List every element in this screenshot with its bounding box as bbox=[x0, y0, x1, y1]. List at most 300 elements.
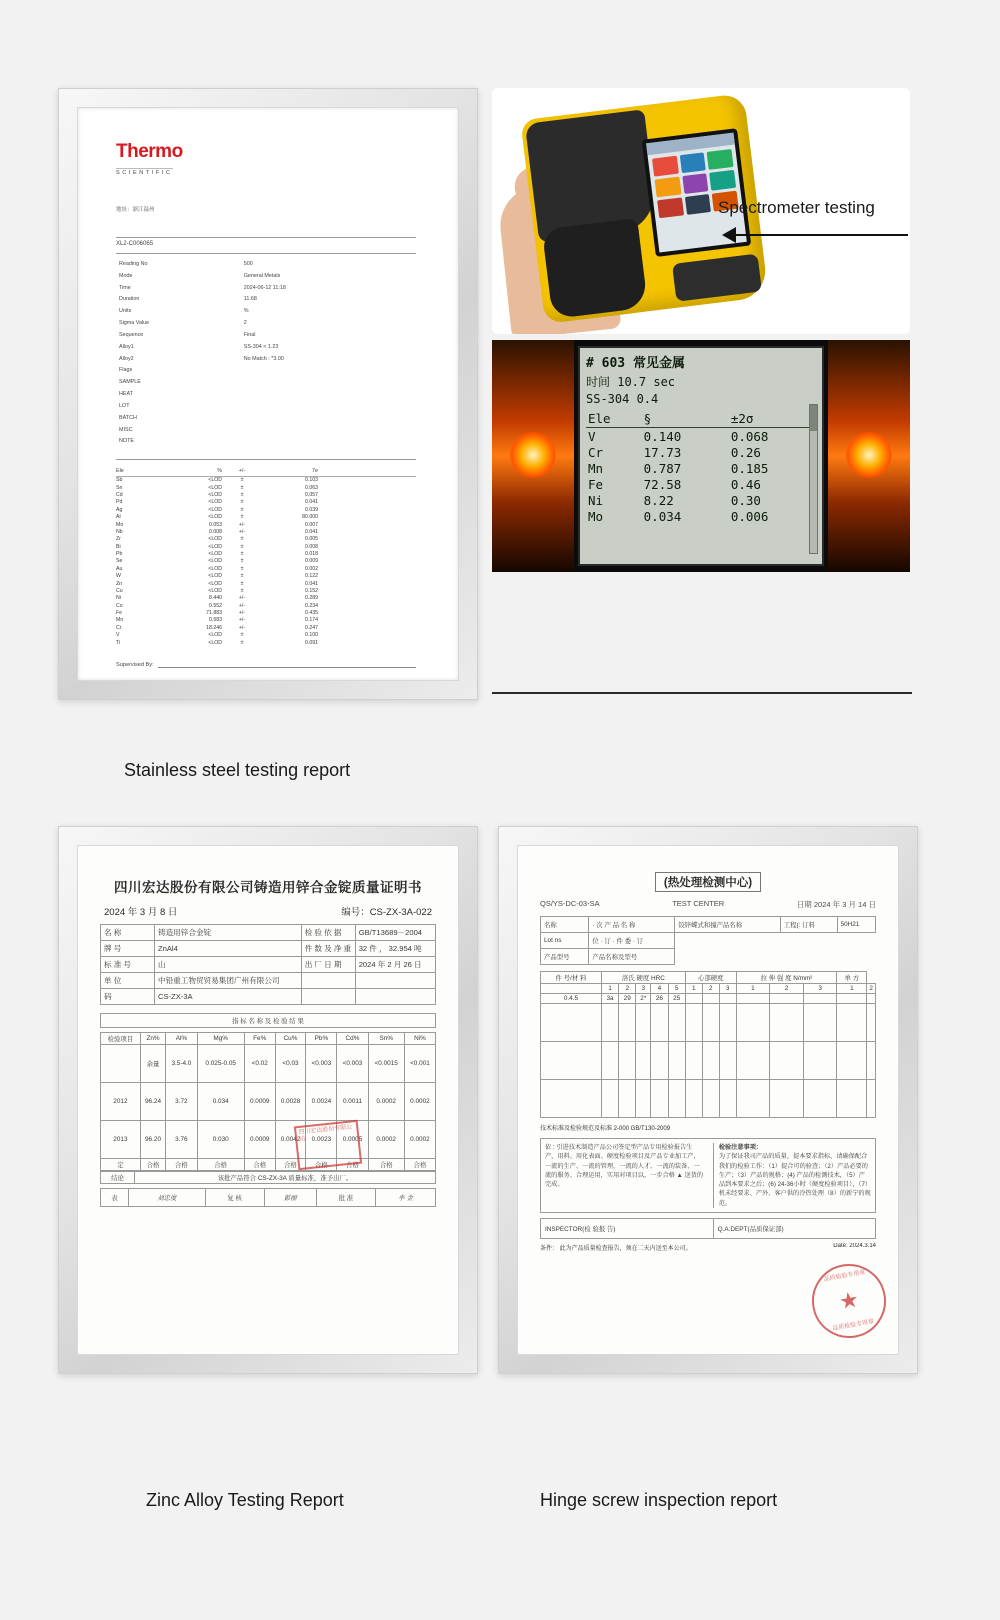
lcd-cell: Mn bbox=[588, 460, 604, 476]
heat-empty-cell bbox=[837, 1080, 867, 1118]
zinc-field-row bbox=[101, 925, 436, 941]
stainless-report-frame bbox=[58, 88, 478, 700]
heat-empty-cell bbox=[702, 1042, 719, 1080]
zinc-square-stamp bbox=[294, 1120, 362, 1170]
zinc-sign-label: 表 bbox=[101, 1189, 129, 1207]
element-row bbox=[116, 566, 416, 573]
heat-sub-header: 3 bbox=[719, 984, 736, 994]
heat-left-note: 依 : 引进技术制造产品公司签定型产品专用检验报告生产，用料、用化表面、硬度检验项目及产品专业加工产，一流的生产、一流的管理，一流的人才、一流的装备、一流的服务、合理运用，实用对项目以，一步合格 ▲ 送货的完成。 bbox=[545, 1144, 704, 1189]
zinc-field-label: 码 bbox=[101, 989, 155, 1005]
element-cell: <LOD bbox=[208, 565, 222, 572]
element-cell: +/- bbox=[238, 610, 246, 616]
zinc-conclusion-label: 结论 bbox=[101, 1172, 135, 1184]
element-row bbox=[116, 573, 416, 580]
element-cell: 0.552 bbox=[209, 602, 222, 609]
meta-row bbox=[118, 378, 414, 388]
meta-value bbox=[243, 390, 414, 400]
heat-sample-cell bbox=[803, 994, 837, 1004]
heat-sample-cell: 0.4.5 bbox=[541, 994, 602, 1004]
heat-sample-cell: 2* bbox=[636, 994, 651, 1004]
element-cell: Cd bbox=[116, 492, 123, 498]
meta-key: Time bbox=[119, 284, 131, 291]
lcd-scrollbar-thumb[interactable] bbox=[810, 405, 817, 431]
element-cell: +/- bbox=[238, 528, 246, 535]
zinc-column-header: Al% bbox=[166, 1033, 197, 1045]
element-cell: <LOD bbox=[208, 536, 222, 543]
meta-row bbox=[118, 426, 414, 436]
element-cell: 18.246 bbox=[206, 624, 222, 631]
meta-value bbox=[243, 378, 414, 388]
element-row bbox=[116, 632, 416, 639]
lcd-element-table bbox=[586, 411, 816, 524]
element-cell: ± bbox=[240, 492, 244, 498]
heat-right-note-block bbox=[713, 1143, 871, 1208]
heat-field-cell: 产品名称及型号 bbox=[589, 949, 675, 965]
heat-empty-cell bbox=[719, 1004, 736, 1042]
meta-key: Alloy2 bbox=[119, 355, 134, 362]
element-cell: Zn bbox=[116, 580, 123, 587]
element-cell: 0.583 bbox=[209, 617, 222, 624]
meta-key: Alloy1 bbox=[119, 343, 134, 350]
element-row bbox=[116, 588, 416, 595]
heat-empty-cell bbox=[867, 1042, 876, 1080]
heat-sub-header: 2 bbox=[770, 984, 804, 994]
zinc-conclusion-table bbox=[100, 1171, 436, 1184]
app-icon-2 bbox=[679, 152, 706, 173]
zinc-column-header: Pb% bbox=[306, 1033, 337, 1045]
lcd-cell: 0.185 bbox=[730, 460, 769, 476]
zinc-cell: 0.0028 bbox=[275, 1083, 306, 1121]
heat-standard-note: 技术标准及检验规范及标准 2-000 GB/T130-2009 bbox=[540, 1126, 671, 1132]
heat-empty-cell bbox=[651, 1080, 668, 1118]
heat-sample-cell bbox=[702, 994, 719, 1004]
element-cell: 0.247 bbox=[305, 624, 318, 631]
heat-field-cell: 产品型号 bbox=[541, 949, 589, 965]
app-icon-5 bbox=[682, 173, 709, 194]
meta-key: Mode bbox=[119, 272, 133, 279]
zinc-cell: 合格 bbox=[337, 1159, 368, 1171]
heat-empty-cell bbox=[719, 1042, 736, 1080]
heat-sub-header: 3 bbox=[803, 984, 837, 994]
element-cell: 0.057 bbox=[305, 492, 318, 498]
meta-value bbox=[243, 366, 414, 376]
element-cell: Co bbox=[116, 602, 123, 609]
thermo-logo: Thermo bbox=[116, 141, 183, 162]
meta-key: MISC bbox=[119, 426, 133, 433]
heat-sample-cell bbox=[736, 994, 770, 1004]
meta-value: 2024-06-12 11:18 bbox=[243, 284, 286, 291]
zinc-cell: 3.76 bbox=[166, 1121, 197, 1159]
element-cell: 0.063 bbox=[305, 484, 318, 491]
zinc-field-value: 32 件 ， 32.954 吨 bbox=[355, 941, 435, 957]
heat-qa-label: Q.A.DEPT(品质保证部) bbox=[713, 1219, 875, 1239]
element-cell: <LOD bbox=[208, 506, 222, 513]
heat-cert-date: 日期 2024 年 3 月 14 日 bbox=[796, 900, 876, 909]
zinc-cert-date: 2024 年 3 月 8 日 bbox=[104, 907, 178, 918]
zinc-column-header: 检验项目 bbox=[101, 1033, 141, 1045]
heat-empty-cell bbox=[770, 1080, 804, 1118]
meta-key: Sigma Value bbox=[119, 320, 150, 327]
element-rows bbox=[116, 477, 416, 647]
meta-value: General Metals bbox=[243, 272, 281, 279]
element-cell: 8.440 bbox=[209, 595, 222, 602]
heat-empty-cell bbox=[867, 1080, 876, 1118]
element-cell: ± bbox=[240, 587, 244, 594]
zinc-sign-label: 批 准 bbox=[316, 1189, 375, 1207]
zinc-cell: 0.030 bbox=[197, 1121, 244, 1159]
heat-empty-cell bbox=[803, 1042, 837, 1080]
heat-empty-cell bbox=[685, 1080, 702, 1118]
zinc-data-row bbox=[101, 1083, 436, 1121]
zinc-cell: 2012 bbox=[101, 1083, 141, 1121]
zinc-column-header: Ni% bbox=[404, 1033, 435, 1045]
zinc-report-paper bbox=[77, 845, 459, 1355]
heat-field-cell: · 次 产 品 名 称 bbox=[589, 917, 675, 933]
meta-value bbox=[243, 402, 414, 412]
element-row bbox=[116, 595, 416, 602]
element-cell: ± bbox=[240, 514, 244, 521]
zinc-cell: 0.034 bbox=[197, 1083, 244, 1121]
divider-third bbox=[116, 459, 416, 460]
spectrometer-result-photo bbox=[492, 340, 910, 572]
heat-sample-cell: 25 bbox=[668, 994, 685, 1004]
zinc-field-label: 单 位 bbox=[101, 973, 155, 989]
zinc-cell: 2013 bbox=[101, 1121, 141, 1159]
heat-empty-row bbox=[541, 1042, 876, 1080]
zinc-cell: 合格 bbox=[140, 1159, 165, 1171]
meta-key: Flags bbox=[119, 367, 133, 374]
heat-sample-cell: 29 bbox=[619, 994, 636, 1004]
heat-empty-cell bbox=[685, 1042, 702, 1080]
zinc-field-row bbox=[101, 989, 436, 1005]
heat-empty-cell bbox=[651, 1004, 668, 1042]
zinc-field-value: GB/T13689－2004 bbox=[355, 925, 435, 941]
zinc-cell: 96.24 bbox=[140, 1083, 165, 1121]
element-cell: ± bbox=[240, 536, 244, 543]
heat-group-header: 洛氏 硬度 HRC bbox=[601, 972, 685, 984]
lcd-title: # 603 常见金属 bbox=[586, 356, 685, 371]
meta-key: Sequence bbox=[119, 331, 144, 338]
divider-top bbox=[116, 237, 416, 238]
heat-field-cell: 铰锌蝶式和撞产品名称 bbox=[675, 917, 780, 933]
zinc-cell: 0.0002 bbox=[368, 1083, 404, 1121]
meta-row bbox=[118, 343, 414, 353]
zinc-cell: <0.02 bbox=[244, 1045, 275, 1083]
zinc-field-label: 牌 号 bbox=[101, 941, 155, 957]
zinc-cert-fields bbox=[100, 924, 436, 1005]
heat-empty-cell bbox=[619, 1080, 636, 1118]
heat-field-cell: Lot ns bbox=[541, 933, 589, 949]
meta-row bbox=[118, 390, 414, 400]
heat-empty-cell bbox=[541, 1004, 602, 1042]
element-cell: 0.091 bbox=[305, 639, 318, 646]
element-cell: <LOD bbox=[208, 632, 222, 639]
element-cell: Fe bbox=[116, 610, 123, 616]
zinc-cell: 合格 bbox=[368, 1159, 404, 1171]
heat-empty-cell bbox=[541, 1080, 602, 1118]
heat-signoff-table bbox=[540, 1218, 876, 1239]
element-cell: 0.041 bbox=[305, 528, 318, 535]
element-cell: 0.234 bbox=[305, 602, 318, 609]
element-cell: Sn bbox=[116, 484, 123, 491]
zinc-cell: 3.72 bbox=[166, 1083, 197, 1121]
heat-sub-header: 2 bbox=[867, 984, 876, 994]
app-icon-1 bbox=[652, 156, 679, 177]
caption-stainless: Stainless steel testing report bbox=[124, 760, 351, 780]
element-cell: ± bbox=[240, 477, 244, 484]
thermo-address: 地址：浙江温州 bbox=[116, 207, 155, 213]
zinc-field-value: ZnAl4 bbox=[155, 941, 302, 957]
glow-right bbox=[828, 340, 910, 572]
meta-value bbox=[243, 437, 414, 447]
zinc-sign-value: 李 金 bbox=[375, 1189, 435, 1207]
zinc-results-table bbox=[100, 1032, 436, 1171]
element-cell: Cu bbox=[116, 587, 123, 594]
zinc-field-value: 中铅重工物贸贸易集团广州有限公司 bbox=[155, 973, 302, 989]
zinc-cell: 0.0023 bbox=[306, 1121, 337, 1159]
element-cell: ± bbox=[240, 499, 244, 506]
zinc-conclusion-text: 该批产品符合 CS-ZX-3A 质量标准，准予出厂。 bbox=[135, 1172, 436, 1184]
meta-value bbox=[243, 426, 414, 436]
zinc-certificate-document bbox=[78, 846, 458, 1354]
heat-empty-cell bbox=[601, 1080, 618, 1118]
zinc-field-label: 出 厂 日 期 bbox=[301, 957, 355, 973]
element-cell: 0.103 bbox=[305, 477, 318, 484]
element-cell: ± bbox=[240, 580, 244, 587]
heat-empty-cell bbox=[770, 1042, 804, 1080]
element-row bbox=[116, 551, 416, 558]
heat-sub-header: 5 bbox=[668, 984, 685, 994]
caption-hinge: Hinge screw inspection report bbox=[540, 1490, 778, 1510]
lcd-cell: Ni bbox=[588, 492, 604, 508]
zinc-result-header: 指 标 名 称 及 检 验 结 果 bbox=[101, 1014, 436, 1028]
lcd-row bbox=[586, 460, 816, 476]
zinc-field-label bbox=[301, 989, 355, 1005]
heat-empty-cell bbox=[685, 1004, 702, 1042]
meta-key: BATCH bbox=[119, 414, 137, 421]
heat-stamp-bottom-text: 品质检验专用章 bbox=[832, 1319, 875, 1333]
zinc-field-value bbox=[355, 989, 435, 1005]
lcd-cell: 0.26 bbox=[730, 444, 761, 460]
element-cell: <LOD bbox=[208, 558, 222, 565]
caption-zinc: Zinc Alloy Testing Report bbox=[146, 1490, 344, 1510]
heat-empty-cell bbox=[803, 1004, 837, 1042]
zinc-field-value: 2024 年 2 月 26 日 bbox=[355, 957, 435, 973]
heat-sub-header: 1 bbox=[601, 984, 618, 994]
zinc-cell: 0.0011 bbox=[337, 1083, 368, 1121]
zinc-cell: 0.0024 bbox=[306, 1083, 337, 1121]
meta-value bbox=[243, 414, 414, 424]
heat-cert-center: TEST CENTER bbox=[672, 899, 725, 908]
zinc-cell: 合格 bbox=[197, 1159, 244, 1171]
zinc-cell: <0.03 bbox=[275, 1045, 306, 1083]
meta-key: LOT bbox=[119, 402, 130, 409]
heat-right-note: 为了保证我司产品的质量，提本要求指标，请确保配合我们的检验工作：（1）提合可的验查；（2）产品必要的生产；（3）产品的规格；(4) 产品的检测技术，（5）产品到本要求之后；(6) 24-36小时（硬度检验项目），（7）机未经要求、产外、客户供的冷热处理（8）的新宁的规范。 bbox=[718, 1153, 871, 1207]
zinc-cell: 合格 bbox=[166, 1159, 197, 1171]
heat-sample-cell bbox=[867, 994, 876, 1004]
zinc-cell bbox=[101, 1045, 141, 1083]
lcd-scrollbar[interactable] bbox=[809, 404, 818, 554]
meta-key: SAMPLE bbox=[119, 379, 141, 386]
element-row bbox=[116, 514, 416, 521]
element-cell: W bbox=[116, 573, 121, 580]
app-icon-8 bbox=[685, 194, 712, 215]
meta-value: 2 bbox=[243, 320, 247, 327]
element-cell: <LOD bbox=[208, 551, 222, 557]
element-cell: <LOD bbox=[208, 492, 222, 498]
heat-sub-header: 4 bbox=[651, 984, 668, 994]
zinc-cert-subheader bbox=[100, 904, 436, 918]
heat-notes-block bbox=[540, 1138, 876, 1213]
star-icon: ★ bbox=[837, 1286, 861, 1315]
heat-field-row bbox=[541, 933, 876, 949]
element-row bbox=[116, 536, 416, 543]
element-row bbox=[116, 617, 416, 624]
zinc-field-label: 件 数 及 净 重 bbox=[301, 941, 355, 957]
element-cell: 0.174 bbox=[305, 617, 318, 624]
heat-sub-header: 2 bbox=[702, 984, 719, 994]
heat-footer-text: 条件： 此为产品质量检查报告，须在二天内送至本公司。 bbox=[540, 1246, 692, 1253]
heat-empty-cell bbox=[736, 1080, 770, 1118]
heat-sample-cell bbox=[719, 994, 736, 1004]
heat-cert-header-row bbox=[540, 899, 876, 910]
zinc-cell: <0.001 bbox=[404, 1045, 435, 1083]
meta-row bbox=[118, 260, 414, 270]
element-cell: 0.005 bbox=[305, 536, 318, 543]
zinc-cert-docno: 编号：CS-ZX-3A-022 bbox=[341, 907, 432, 918]
heat-field-row bbox=[541, 949, 876, 965]
element-cell: +/- bbox=[238, 624, 246, 631]
lcd-cell: Cr bbox=[588, 444, 604, 460]
zinc-cell: <0.0015 bbox=[368, 1045, 404, 1083]
glow-left bbox=[492, 340, 574, 572]
element-cell: <LOD bbox=[208, 580, 222, 587]
meta-row bbox=[118, 295, 414, 305]
thermo-doc-id: XL2-C006065 bbox=[116, 241, 154, 247]
meta-key: Units bbox=[119, 308, 132, 315]
element-row bbox=[116, 529, 416, 536]
zinc-result-header-table bbox=[100, 1013, 436, 1028]
heat-empty-cell bbox=[702, 1080, 719, 1118]
zinc-square-stamp-text: 四川宏达股份有限公司 bbox=[298, 1124, 353, 1144]
lcd-cell: V bbox=[588, 428, 596, 444]
element-cell: <LOD bbox=[208, 484, 222, 491]
zinc-cell: 0.0002 bbox=[368, 1121, 404, 1159]
meta-row bbox=[118, 402, 414, 412]
heat-empty-cell bbox=[668, 1042, 685, 1080]
heat-empty-cell bbox=[837, 1042, 867, 1080]
zinc-field-value: 山 bbox=[155, 957, 302, 973]
heat-empty-cell bbox=[636, 1080, 651, 1118]
element-row bbox=[116, 522, 416, 529]
element-cell: <LOD bbox=[208, 543, 222, 550]
element-cell: <LOD bbox=[208, 587, 222, 594]
lcd-cell: 72.58 bbox=[643, 476, 682, 492]
zinc-cell: <0.003 bbox=[306, 1045, 337, 1083]
left-arrow-icon bbox=[722, 227, 736, 243]
col-tolerance: +/- bbox=[238, 468, 246, 475]
zinc-cell: 0.0009 bbox=[244, 1121, 275, 1159]
element-row bbox=[116, 492, 416, 499]
meta-key: NOTE bbox=[119, 438, 134, 445]
meta-row bbox=[118, 272, 414, 282]
zinc-column-header: Mg% bbox=[197, 1033, 244, 1045]
zinc-cell: <0.003 bbox=[337, 1045, 368, 1083]
element-row bbox=[116, 603, 416, 610]
heat-sample-cell bbox=[685, 994, 702, 1004]
element-cell: Cr bbox=[116, 624, 122, 631]
meta-row bbox=[118, 437, 414, 447]
zinc-cert-title: 四川宏达股份有限公司铸造用锌合金锭质量证明书 bbox=[114, 880, 422, 895]
element-cell: Zr bbox=[116, 536, 121, 543]
heat-empty-cell bbox=[601, 1042, 618, 1080]
element-cell: 0.009 bbox=[305, 558, 318, 565]
app-icon-7 bbox=[657, 197, 684, 218]
element-row bbox=[116, 499, 416, 506]
zinc-field-row bbox=[101, 941, 436, 957]
element-cell: 0.007 bbox=[305, 521, 318, 528]
element-cell: +/- bbox=[238, 521, 246, 528]
heat-cert-fields bbox=[540, 916, 876, 965]
element-row bbox=[116, 625, 416, 632]
element-cell: Ti bbox=[116, 639, 121, 646]
heat-group-header: 单 方 bbox=[837, 972, 867, 984]
heat-field-cell: 工程(: 订料 bbox=[780, 917, 837, 933]
element-cell: 0.039 bbox=[305, 506, 318, 513]
heat-empty-cell bbox=[636, 1042, 651, 1080]
element-cell: ± bbox=[240, 573, 244, 580]
element-cell: Bi bbox=[116, 543, 121, 550]
zinc-cell: 0.0005 bbox=[337, 1121, 368, 1159]
element-row bbox=[116, 558, 416, 565]
lcd-cell: Mo bbox=[588, 508, 604, 524]
zinc-sign-label: 复 核 bbox=[205, 1189, 264, 1207]
zinc-field-value bbox=[355, 973, 435, 989]
heat-hardness-table bbox=[540, 971, 876, 1118]
heat-empty-cell bbox=[770, 1004, 804, 1042]
meta-row bbox=[118, 331, 414, 341]
heat-sub-header: 1 bbox=[736, 984, 770, 994]
zinc-field-label bbox=[301, 973, 355, 989]
zinc-cell: 96.20 bbox=[140, 1121, 165, 1159]
supervised-by-row bbox=[116, 661, 416, 668]
lcd-col-ele: Ele bbox=[586, 411, 642, 428]
heat-field-row bbox=[541, 917, 876, 933]
element-cell: 0.018 bbox=[305, 551, 318, 557]
zinc-cell: 0.0002 bbox=[404, 1121, 435, 1159]
element-cell: Mo bbox=[116, 521, 124, 528]
heat-empty-cell bbox=[541, 1042, 602, 1080]
element-cell: Al bbox=[116, 514, 121, 521]
heat-round-stamp bbox=[806, 1258, 892, 1344]
lcd-row bbox=[586, 508, 816, 524]
zinc-sign-value: 刘忠度 bbox=[129, 1189, 206, 1207]
heat-group-header: 件 号/材 料 bbox=[541, 972, 602, 984]
element-row bbox=[116, 610, 416, 617]
element-row bbox=[116, 477, 416, 484]
lcd-cell: 0.30 bbox=[730, 492, 761, 508]
app-icon-6 bbox=[709, 170, 736, 191]
zinc-cell: 0.025-0.05 bbox=[197, 1045, 244, 1083]
heat-empty-cell bbox=[837, 1004, 867, 1042]
element-table-header bbox=[116, 468, 416, 476]
element-cell: ± bbox=[240, 639, 244, 646]
hinge-report-frame bbox=[498, 826, 918, 1374]
element-cell: Ni bbox=[116, 595, 121, 602]
element-cell: 0.041 bbox=[305, 580, 318, 587]
element-row bbox=[116, 544, 416, 551]
zinc-standard-row bbox=[101, 1045, 436, 1083]
